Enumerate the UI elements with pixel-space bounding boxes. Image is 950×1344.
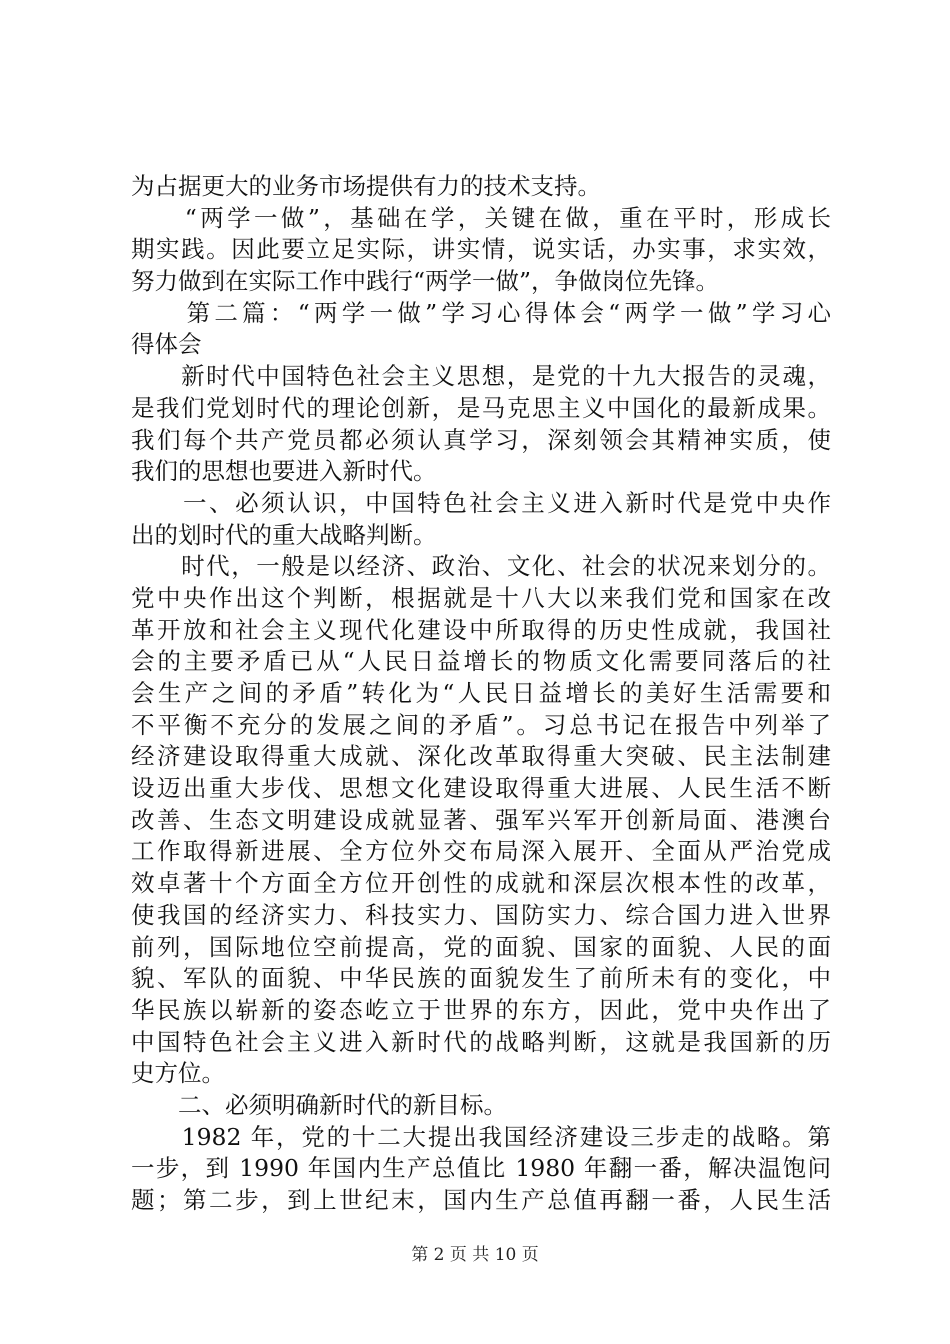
- text-line: 期实践。因此要立足实际，讲实情，说实话，办实事，求实效，: [131, 235, 831, 264]
- text-line: “两学一做”，基础在学，关键在做，重在平时，形成长: [131, 203, 831, 232]
- text-line: 第二篇：“两学一做”学习心得体会“两学一做”学习心: [131, 298, 831, 327]
- text-line: 党中央作出这个判断，根据就是十八大以来我们党和国家在改: [131, 583, 831, 612]
- text-line: 一步，到 1990 年国内生产总值比 1980 年翻一番，解决温饱问: [131, 1154, 831, 1183]
- text-line: 使我国的经济实力、科技实力、国防实力、综合国力进入世界: [131, 900, 831, 929]
- text-line: 1982 年，党的十二大提出我国经济建设三步走的战略。第: [131, 1122, 831, 1151]
- text-line: 工作取得新进展、全方位外交布局深入展开、全面从严治党成: [131, 837, 831, 866]
- text-line: 改善、生态文明建设成就显著、强军兴军开创新局面、港澳台: [131, 805, 831, 834]
- text-line: 努力做到在实际工作中践行“两学一做”，争做岗位先锋。: [131, 267, 720, 296]
- text-line: 为占据更大的业务市场提供有力的技术支持。: [131, 172, 601, 200]
- text-line: 貌、军队的面貌、中华民族的面貌发生了前所未有的变化，中: [131, 964, 831, 993]
- page-number-footer: 第 2 页 共 10 页: [411, 1245, 539, 1265]
- text-line: 新时代中国特色社会主义思想，是党的十九大报告的灵魂，: [131, 362, 831, 391]
- text-line: 效卓著十个方面全方位开创性的成就和深层次根本性的改革，: [131, 869, 831, 898]
- text-line: 出的划时代的重大战略判断。: [131, 520, 437, 549]
- text-line: 会生产之间的矛盾”转化为“人民日益增长的美好生活需要和: [131, 679, 831, 707]
- text-line: 前列，国际地位空前提高，党的面貌、国家的面貌、人民的面: [131, 932, 831, 961]
- text-line: 史方位。: [131, 1059, 225, 1088]
- text-line: 革开放和社会主义现代化建设中所取得的历史性成就，我国社: [131, 615, 831, 644]
- text-line: 经济建设取得重大成就、深化改革取得重大突破、民主法制建: [131, 742, 831, 771]
- text-line: 题；第二步，到上世纪末，国内生产总值再翻一番，人民生活: [131, 1186, 831, 1214]
- text-line: 二、必须明确新时代的新目标。: [131, 1090, 507, 1119]
- text-line: 中国特色社会主义进入新时代的战略判断，这就是我国新的历: [131, 1027, 831, 1056]
- text-line: 时代，一般是以经济、政治、文化、社会的状况来划分的。: [131, 552, 831, 581]
- document-body: [131, 171, 831, 1217]
- text-line: 一、必须认识，中国特色社会主义进入新时代是党中央作: [131, 488, 831, 517]
- text-line: 不平衡不充分的发展之间的矛盾”。习总书记在报告中列举了: [131, 710, 831, 739]
- text-line: 是我们党划时代的理论创新，是马克思主义中国化的最新成果。: [131, 393, 831, 422]
- text-line: 会的主要矛盾已从“人民日益增长的物质文化需要同落后的社: [131, 647, 831, 676]
- text-line: 我们的思想也要进入新时代。: [131, 457, 437, 486]
- text-line: 设迈出重大步伐、思想文化建设取得重大进展、人民生活不断: [131, 774, 831, 803]
- text-line: 华民族以崭新的姿态屹立于世界的东方，因此，党中央作出了: [131, 995, 831, 1024]
- text-line: 得体会: [131, 330, 202, 359]
- text-line: 我们每个共产党员都必须认真学习，深刻领会其精神实质，使: [131, 425, 831, 454]
